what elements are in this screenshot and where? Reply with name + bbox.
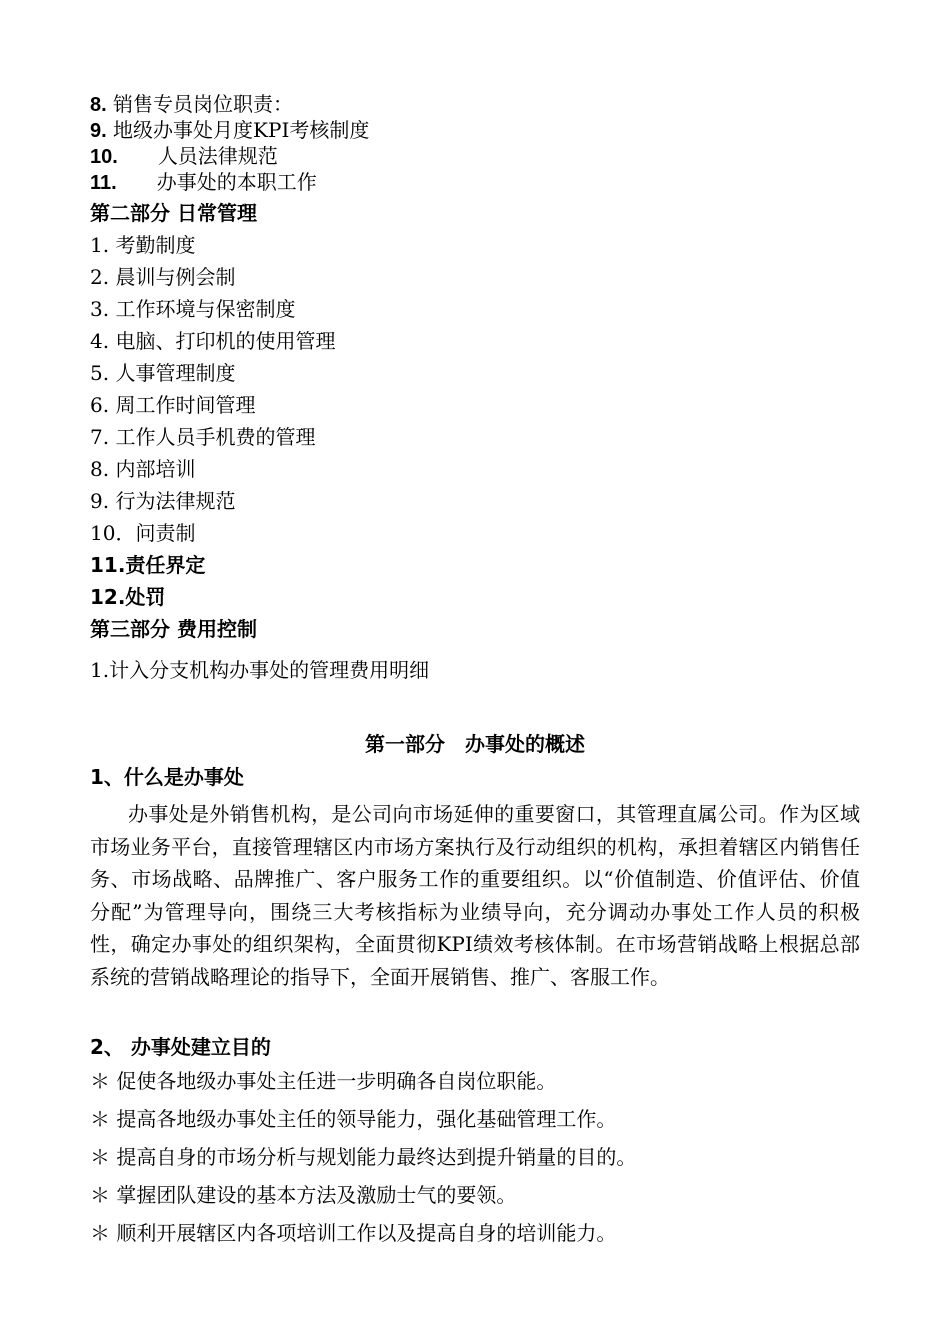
toc-item — [90, 143, 278, 170]
bullet-item: ＊ 顺利开展辖区内各项培训工作以及提高自身的培训能力。 — [90, 1221, 617, 1245]
toc-item-text: 销售专员岗位职责： — [113, 92, 294, 116]
list-item: 3. 工作环境与保密制度 — [90, 297, 296, 321]
list-item: 5. 人事管理制度 — [90, 361, 236, 385]
toc-item-text: 办事处的本职工作 — [156, 170, 317, 194]
toc-item-number: 10. — [90, 146, 118, 168]
toc-item — [90, 169, 317, 196]
toc-item — [90, 91, 293, 118]
toc-item-number: 11. — [90, 172, 117, 194]
part2-heading: 第二部分 日常管理 — [90, 201, 257, 225]
toc-item-number: 9. — [90, 120, 107, 142]
list-item: 7. 工作人员手机费的管理 — [90, 425, 316, 449]
bullet-item: ＊ 提高自身的市场分析与规划能力最终达到提升销量的目的。 — [90, 1145, 637, 1169]
sec2-heading: 2、 办事处建立目的 — [90, 1035, 271, 1059]
section-title: 第一部分 办事处的概述 — [365, 732, 585, 756]
part3-heading: 第三部分 费用控制 — [90, 617, 257, 641]
toc-item-number: 8. — [90, 94, 107, 116]
list-item: 4. 电脑、打印机的使用管理 — [90, 329, 336, 353]
list-item: 1. 考勤制度 — [90, 233, 196, 257]
list-item: 2. 晨训与例会制 — [90, 265, 236, 289]
sec1-paragraph: 办事处是外销售机构，是公司向市场延伸的重要窗口，其管理直属公司。作为区域市场业务平台，直接管理辖区内市场方案执行及行动组织的机构，承担着辖区内销售任务、市场战略、品牌推广、客户服务工作的重要组织。以“价值制造、价值评估、价值分配”为管理导向，围绕三大考核指标为业绩导向，充分调动办事处工作人员的积极性，确定办事处的组织架构，全面贯彻KPI绩效考核体制。在市场营销战略上根据总部系统的营销战略理论的指导下，全面开展销售、推广、客服工作。 — [90, 802, 860, 989]
list-item: 12.处罚 — [90, 585, 166, 609]
list-item: 11.责任界定 — [90, 553, 206, 577]
list-item: 8. 内部培训 — [90, 457, 196, 481]
sec1-heading: 1、什么是办事处 — [90, 765, 244, 789]
list-item: 6. 周工作时间管理 — [90, 393, 256, 417]
bullet-item: ＊ 掌握团队建设的基本方法及激励士气的要领。 — [90, 1183, 517, 1207]
list-item: 1.计入分支机构办事处的管理费用明细 — [90, 658, 430, 682]
list-item: 10．问责制 — [90, 521, 196, 545]
bullet-item: ＊ 促使各地级办事处主任进一步明确各自岗位职能。 — [90, 1069, 557, 1093]
bullet-item: ＊ 提高各地级办事处主任的领导能力，强化基础管理工作。 — [90, 1107, 617, 1131]
toc-item-text: 地级办事处月度KPI考核制度 — [113, 118, 370, 142]
toc-item — [90, 117, 369, 144]
list-item: 9. 行为法律规范 — [90, 489, 236, 513]
toc-item-text: 人员法律规范 — [157, 144, 278, 168]
